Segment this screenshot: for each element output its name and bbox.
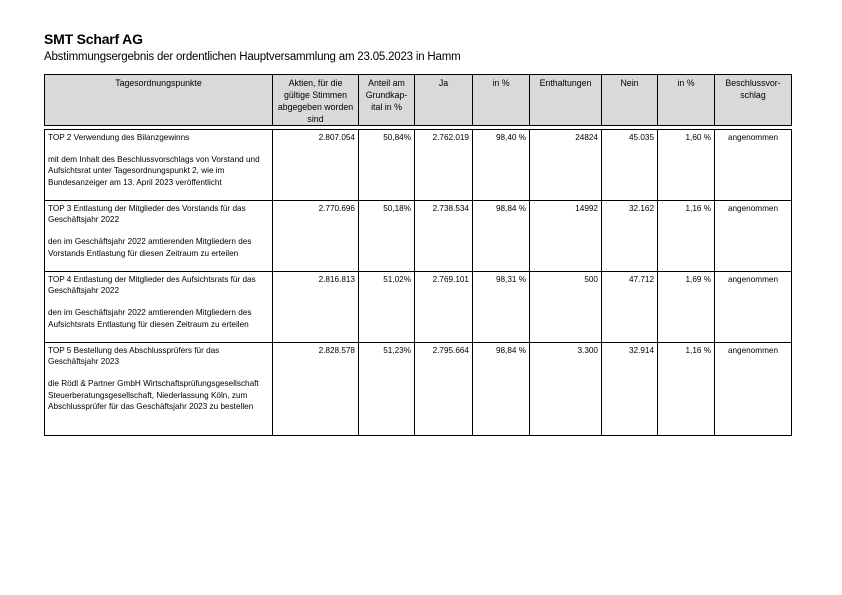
result-cell: angenommen: [715, 343, 792, 436]
yes-cell: 2.762.019: [415, 130, 473, 201]
agenda-cell: [45, 343, 273, 436]
yes-cell: 2.738.534: [415, 201, 473, 272]
yes-cell: 2.769.101: [415, 272, 473, 343]
agenda-title: TOP 2 Verwendung des Bilanzgewinns: [48, 133, 190, 142]
no-cell: 32.914: [602, 343, 658, 436]
header-capital-share: Anteil am Grundkap-ital in %: [359, 75, 415, 126]
capital-share-cell: 51,23%: [359, 343, 415, 436]
header-no: Nein: [602, 75, 658, 126]
agenda-detail: den im Geschäftsjahr 2022 amtierenden Mitgliedern des Aufsichtsrats Entlastung für diesen Zeitraum zu erteilen: [48, 308, 252, 329]
agenda-detail: den im Geschäftsjahr 2022 amtierenden Mitgliedern des Vorstands Entlastung für diesen Zeitraum zu erteilen: [48, 237, 252, 258]
valid-shares-cell: 2.807.054: [273, 130, 359, 201]
header-no-percent: in %: [658, 75, 715, 126]
document-subtitle: Abstimmungsergebnis der ordentlichen Hauptversammlung am 23.05.2023 in Hamm: [44, 51, 461, 63]
no-cell: 47.712: [602, 272, 658, 343]
agenda-cell: [45, 272, 273, 343]
capital-share-cell: 50,84%: [359, 130, 415, 201]
table-row: [45, 343, 792, 436]
header-yes: Ja: [415, 75, 473, 126]
agenda-title: TOP 3 Entlastung der Mitglieder des Vorstands für das Geschäftsjahr 2022: [48, 204, 246, 225]
agenda-detail: die Rödl & Partner GmbH Wirtschaftsprüfungsgesellschaft Steuerberatungsgesellschaft, Niederlassung Köln, zum Abschlussprüfer für das Geschäftsjahr 2023 zu bestellen: [48, 379, 259, 411]
no-cell: 32.162: [602, 201, 658, 272]
agenda-detail: mit dem Inhalt des Beschlussvorschlags von Vorstand und Aufsichtsrat unter Tagesordnungspunkt 2, wie im Bundesanzeiger am 13. April 2023 veröffentlicht: [48, 155, 260, 187]
voting-results-table: [44, 74, 792, 436]
abstentions-cell: 500: [530, 272, 602, 343]
capital-share-cell: 50,18%: [359, 201, 415, 272]
capital-share-cell: 51,02%: [359, 272, 415, 343]
no-cell: 45.035: [602, 130, 658, 201]
yes-percent-cell: 98,31 %: [473, 272, 530, 343]
yes-percent-cell: 98,84 %: [473, 201, 530, 272]
agenda-cell: [45, 130, 273, 201]
table-row: [45, 201, 792, 272]
header-yes-percent: in %: [473, 75, 530, 126]
header-valid-shares: Aktien, für die gültige Stimmen abgegeben worden sind: [273, 75, 359, 126]
table-header-row: [45, 75, 792, 126]
header-agenda: Tagesordnungspunkte: [45, 75, 273, 126]
agenda-cell: [45, 201, 273, 272]
yes-cell: 2.795.664: [415, 343, 473, 436]
result-cell: angenommen: [715, 272, 792, 343]
valid-shares-cell: 2.816.813: [273, 272, 359, 343]
abstentions-cell: 3.300: [530, 343, 602, 436]
result-cell: angenommen: [715, 201, 792, 272]
agenda-title: TOP 5 Bestellung des Abschlussprüfers für das Geschäftsjahr 2023: [48, 346, 220, 367]
no-percent-cell: 1,16 %: [658, 201, 715, 272]
agenda-title: TOP 4 Entlastung der Mitglieder des Aufsichtsrats für das Geschäftsjahr 2022: [48, 275, 256, 296]
result-cell: angenommen: [715, 130, 792, 201]
header-abstentions: Enthaltungen: [530, 75, 602, 126]
document-title: SMT Scharf AG: [44, 31, 143, 47]
header-proposal: Beschlussvor-schlag: [715, 75, 792, 126]
table-row: [45, 272, 792, 343]
abstentions-cell: 24824: [530, 130, 602, 201]
no-percent-cell: 1,69 %: [658, 272, 715, 343]
no-percent-cell: 1,16 %: [658, 343, 715, 436]
valid-shares-cell: 2.770.696: [273, 201, 359, 272]
abstentions-cell: 14992: [530, 201, 602, 272]
no-percent-cell: 1,60 %: [658, 130, 715, 201]
yes-percent-cell: 98,84 %: [473, 343, 530, 436]
yes-percent-cell: 98,40 %: [473, 130, 530, 201]
table-row: [45, 130, 792, 201]
valid-shares-cell: 2.828.578: [273, 343, 359, 436]
